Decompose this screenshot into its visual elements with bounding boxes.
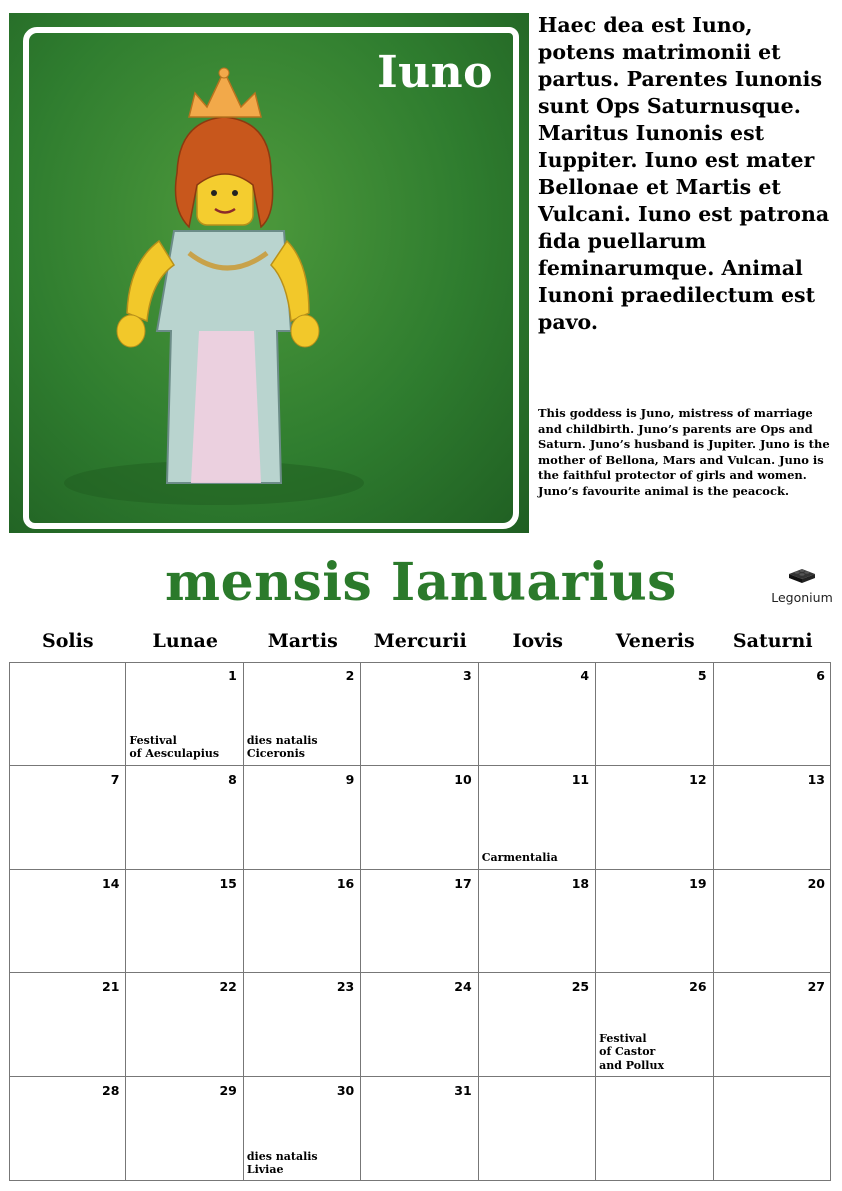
day-number: 17 — [454, 875, 472, 891]
day-number: 7 — [110, 771, 120, 787]
calendar-cell — [244, 870, 361, 974]
day-number: 10 — [454, 771, 472, 787]
day-number: 11 — [571, 771, 590, 787]
latin-description: Haec dea est Iuno, potens matrimonii et partus. Parentes Iunonis sunt Ops Saturnusque. Maritus Iunonis est Iuppiter. Iuno est mater Bellonae et Martis et Vulcani. Iuno est patrona fida puellarum feminarumque. Animal Iunoni praedilectum est pavo. — [538, 13, 830, 334]
day-number: 5 — [697, 668, 707, 683]
day-number: 15 — [219, 875, 237, 891]
photo-title: Iuno — [377, 47, 493, 98]
photo-panel — [9, 13, 529, 533]
month-title: mensis Ianuarius — [165, 552, 677, 613]
calendar-cell — [714, 1077, 831, 1181]
day-number: 29 — [219, 1083, 237, 1099]
calendar-cell — [126, 1077, 243, 1181]
calendar-cell — [9, 766, 126, 870]
weekday-header: Martis — [267, 630, 338, 652]
calendar-cell — [126, 662, 243, 766]
day-number: 20 — [807, 875, 825, 891]
calendar-cell — [596, 766, 713, 870]
day-number: 31 — [454, 1083, 472, 1099]
lego-brick-icon — [787, 566, 817, 584]
day-number: 16 — [336, 875, 355, 891]
calendar-cell — [596, 1077, 713, 1181]
day-number: 28 — [102, 1083, 120, 1099]
day-number: 6 — [816, 668, 825, 683]
calendar-cell — [244, 1077, 361, 1181]
calendar-cell — [714, 973, 831, 1077]
calendar-cell — [244, 766, 361, 870]
calendar-cell — [9, 662, 126, 766]
weekday-header: Solis — [41, 630, 94, 652]
brand-logo — [766, 566, 838, 605]
calendar-cell — [361, 766, 478, 870]
calendar-cell — [479, 1077, 596, 1181]
calendar-cell — [244, 973, 361, 1077]
day-number: 8 — [228, 771, 237, 787]
day-number: 24 — [454, 979, 472, 995]
calendar-cell — [596, 973, 713, 1077]
day-event: Carmentalia — [481, 851, 558, 865]
day-number: 2 — [345, 668, 355, 683]
day-number: 18 — [571, 875, 590, 891]
calendar-grid — [9, 662, 831, 1181]
photo-frame — [23, 27, 519, 529]
calendar-cell — [9, 973, 126, 1077]
english-description: This goddess is Juno, mistress of marriage and childbirth. Juno’s parents are Ops and Saturn. Juno’s husband is Jupiter. Juno is the mother of Bellona, Mars and Vulcan. Juno is the faithful protector of girls and women. Juno’s favourite animal is the peacock. — [538, 406, 830, 498]
weekday-header: Iovis — [512, 630, 563, 652]
calendar-cell — [9, 870, 126, 974]
day-event: dies natalis Liviae — [246, 1149, 318, 1177]
day-number: 27 — [807, 979, 825, 995]
calendar-cell — [714, 766, 831, 870]
calendar-cell — [361, 973, 478, 1077]
day-event: Festival of Aesculapius — [129, 733, 220, 761]
calendar-cell — [479, 870, 596, 974]
day-number: 19 — [689, 875, 707, 891]
day-number: 13 — [807, 771, 825, 787]
calendar-cell — [714, 662, 831, 766]
calendar-cell — [479, 973, 596, 1077]
calendar-cell — [479, 662, 596, 766]
day-number: 12 — [689, 771, 707, 787]
calendar-cell — [126, 766, 243, 870]
calendar-cell — [479, 766, 596, 870]
calendar-cell — [361, 1077, 478, 1181]
calendar-cell — [126, 870, 243, 974]
brand-label: Legonium — [771, 590, 833, 605]
calendar-cell — [244, 662, 361, 766]
calendar-cell — [596, 870, 713, 974]
day-number: 4 — [580, 668, 590, 683]
day-number: 22 — [219, 979, 237, 995]
day-number: 21 — [102, 979, 120, 995]
calendar-cell — [361, 662, 478, 766]
day-number: 30 — [336, 1083, 355, 1099]
calendar-cell — [596, 662, 713, 766]
day-number: 1 — [228, 668, 237, 683]
day-number: 26 — [689, 979, 707, 995]
weekday-header: Saturni — [732, 630, 813, 652]
calendar-cell — [714, 870, 831, 974]
calendar-cell — [9, 1077, 126, 1181]
day-number: 3 — [463, 668, 472, 683]
weekday-header: Veneris — [615, 630, 695, 652]
calendar-cell — [126, 973, 243, 1077]
weekday-header: Lunae — [152, 630, 218, 652]
day-number: 25 — [571, 979, 590, 995]
calendar-cell — [361, 870, 478, 974]
day-number: 23 — [336, 979, 355, 995]
weekday-header: Mercurii — [373, 630, 467, 652]
day-number: 9 — [345, 771, 355, 787]
day-number: 14 — [102, 875, 120, 891]
day-event: dies natalis Ciceronis — [246, 733, 318, 761]
day-event: Festival of Castor and Pollux — [599, 1031, 665, 1072]
